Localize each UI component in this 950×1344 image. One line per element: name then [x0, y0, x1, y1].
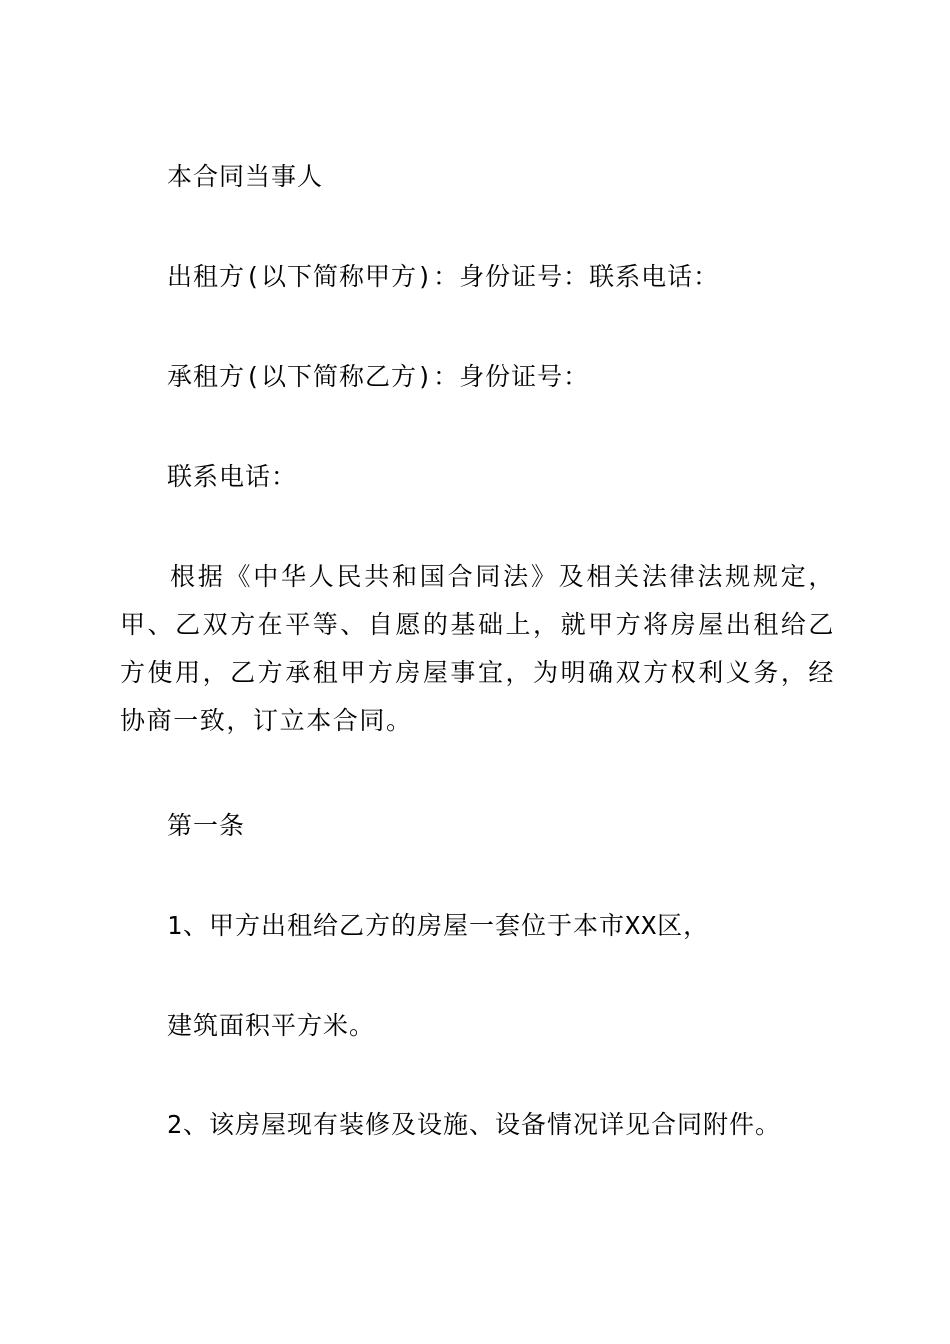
clause-1-area: 建筑面积平方米。	[167, 1011, 376, 1040]
lessee-phone-line: 联系电话：	[167, 462, 298, 491]
preamble-paragraph: 根据《中华人民共和国合同法》及相关法律法规规定，甲、乙双方在平等、自愿的基础上，就甲方将房屋出租给乙方使用，乙方承租甲方房屋事宜，为明确双方权利义务，经协商一致，订立本合同。	[120, 562, 835, 735]
lessor-line: 出租方(以下简称甲方)：身份证号：联系电话：	[167, 262, 720, 291]
parties-heading: 本合同当事人	[167, 162, 324, 191]
clause-2: 2、该房屋现有装修及设施、设备情况详见合同附件。	[167, 1110, 782, 1139]
article-one-heading: 第一条	[167, 811, 246, 840]
lessee-line: 承租方(以下简称乙方)：身份证号：	[167, 362, 590, 391]
clause-1: 1、甲方出租给乙方的房屋一套位于本市XX区，	[167, 911, 710, 940]
